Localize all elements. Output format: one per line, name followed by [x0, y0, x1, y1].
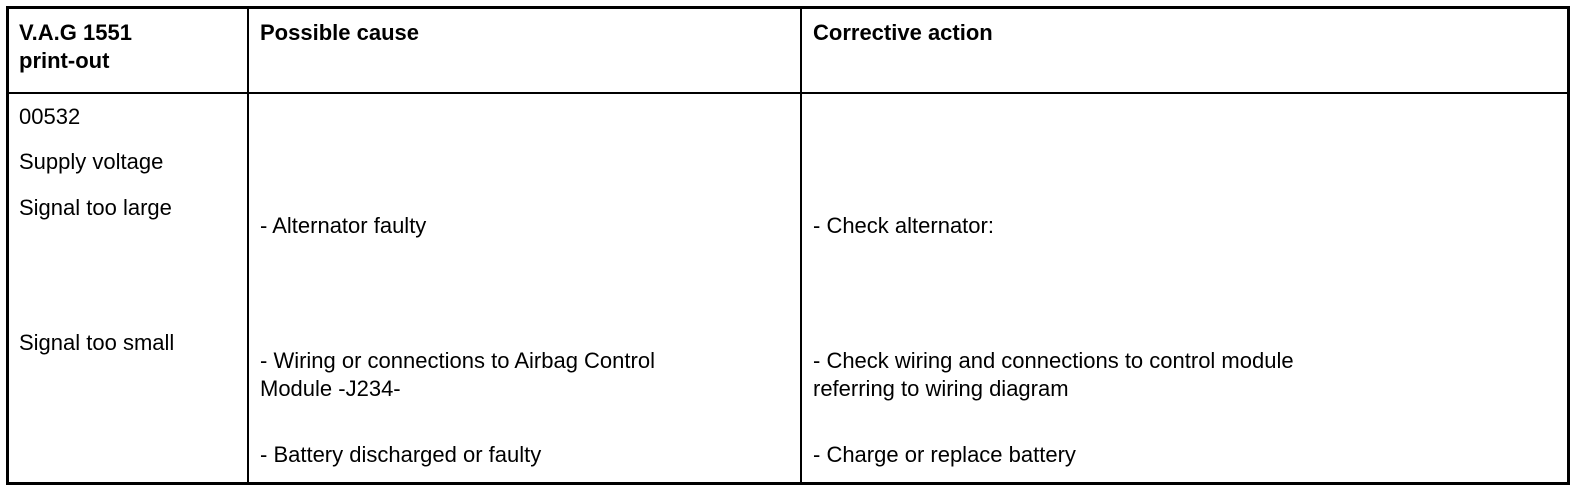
header-corrective-action: Corrective action: [813, 20, 993, 45]
fault-code: 00532: [19, 104, 81, 129]
column-divider-1: [247, 9, 249, 482]
diagnostic-table: [6, 6, 1570, 485]
cause-wiring-line1: - Wiring or connections to Airbag Control: [260, 348, 655, 373]
signal-too-small: Signal too small: [19, 330, 175, 355]
header-possible-cause: Possible cause: [260, 20, 419, 45]
cause-wiring-line2: Module -J234-: [260, 376, 401, 401]
fault-name: Supply voltage: [19, 149, 164, 174]
action-wiring-line1: - Check wiring and connections to control module: [813, 348, 1294, 373]
action-wiring-line2: referring to wiring diagram: [813, 376, 1069, 401]
header-printout-line1: V.A.G 1551: [19, 20, 132, 45]
header-printout-line2: print-out: [19, 48, 110, 73]
action-battery: - Charge or replace battery: [813, 442, 1076, 467]
action-alternator: - Check alternator:: [813, 213, 994, 238]
header-divider: [9, 92, 1567, 94]
cause-battery: - Battery discharged or faulty: [260, 442, 542, 467]
signal-too-large: Signal too large: [19, 195, 172, 220]
cause-alternator: - Alternator faulty: [260, 213, 427, 238]
column-divider-2: [800, 9, 802, 482]
